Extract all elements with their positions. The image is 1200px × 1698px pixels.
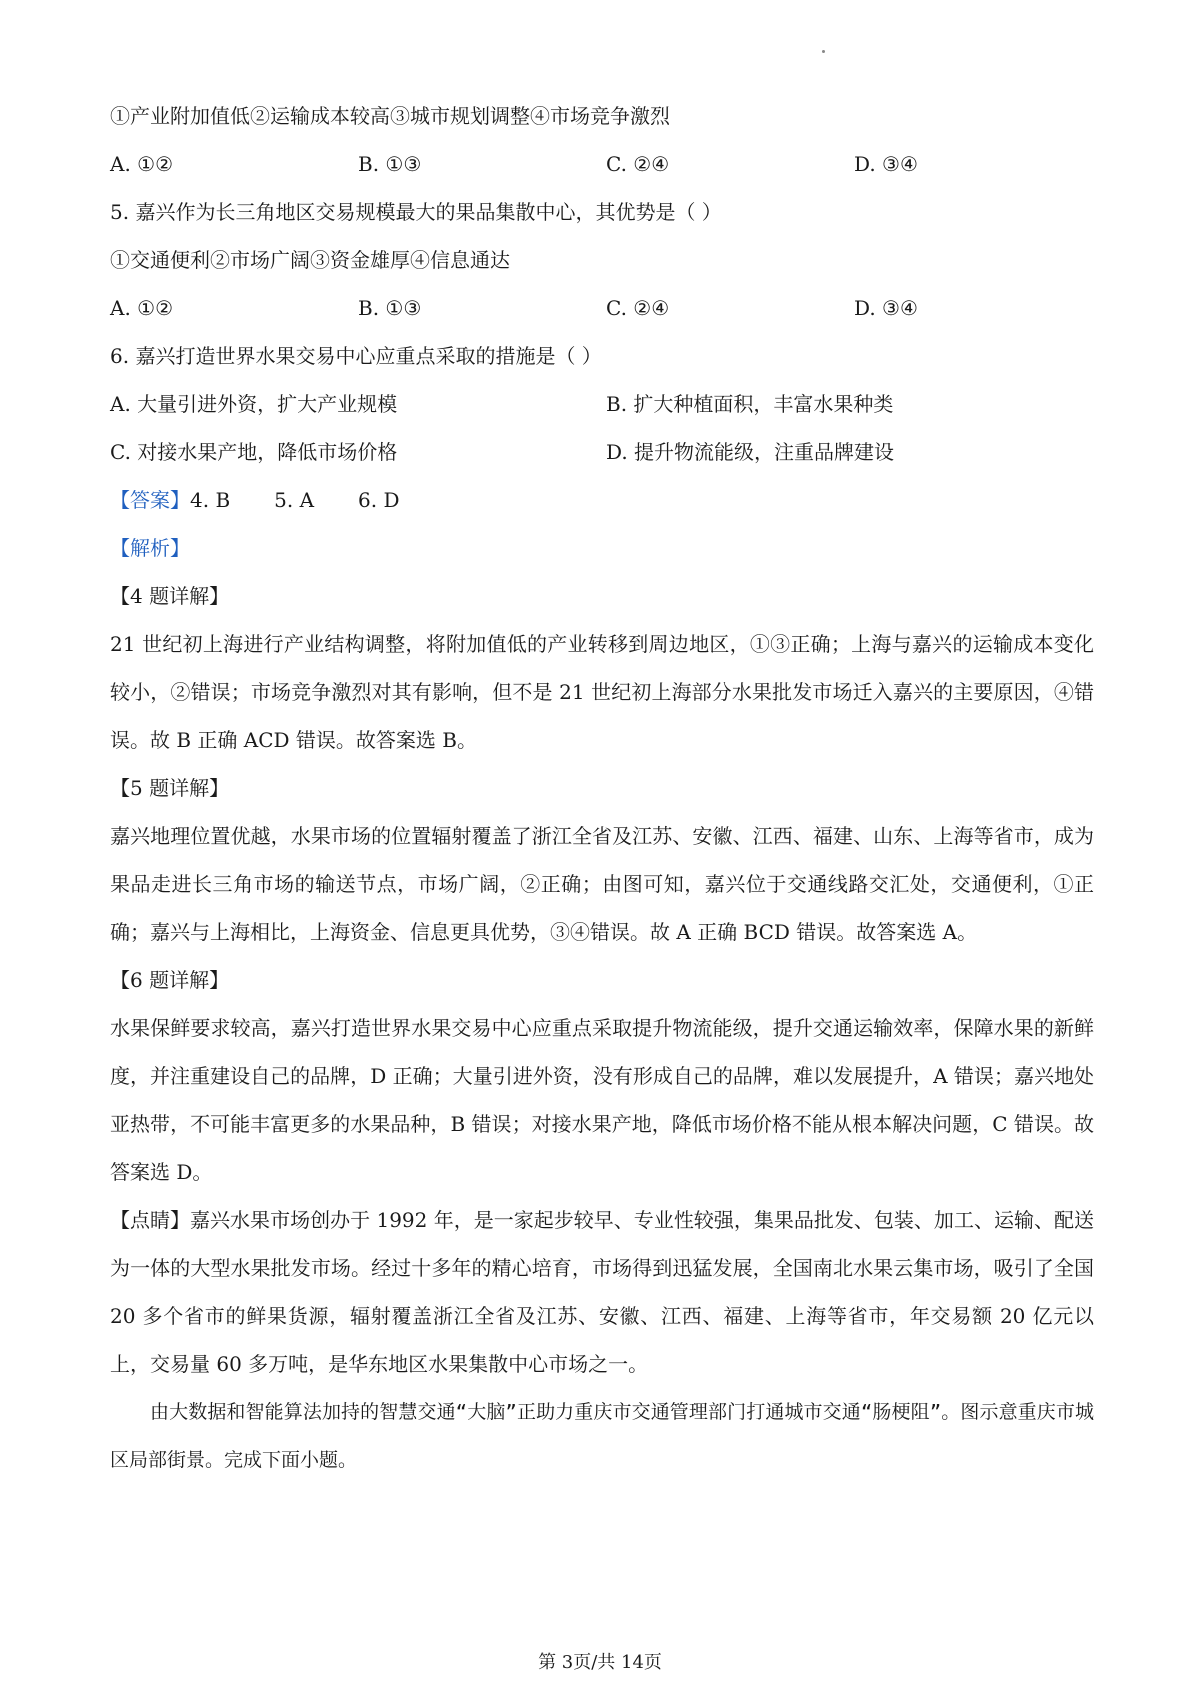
q4-option-a: A. ①② bbox=[110, 152, 174, 176]
q5-choices: ①交通便利②市场广阔③资金雄厚④信息通达 bbox=[110, 248, 510, 272]
q6-option-b: B. 扩大种植面积，丰富水果种类 bbox=[606, 392, 894, 416]
analysis-tag: 【解析】 bbox=[110, 536, 190, 560]
tip-text: 【点睛】嘉兴水果市场创办于 1992 年，是一家起步较早、专业性较强，集果品批发、包装、加工、运输、配送为一体的大型水果批发市场。经过十多年的精心培育，市场得到迅猛发展，全国南北水果云集市场，吸引了全国 20 多个省市的鲜果货源，辐射覆盖浙江全省及江苏、安徽、江西、福建、上海等省市，年交易额 20 亿元以上，交易量 60 多万吨，是华东地区水果集散中心市场之一。 bbox=[110, 1208, 1094, 1376]
answer-5: 5. A bbox=[274, 488, 315, 512]
q4-option-d: D. ③④ bbox=[854, 152, 918, 176]
q5-stem: 5. 嘉兴作为长三角地区交易规模最大的果品集散中心，其优势是（ ） bbox=[110, 200, 722, 224]
q6-option-c: C. 对接水果产地，降低市场价格 bbox=[110, 440, 398, 464]
detail4-text: 21 世纪初上海进行产业结构调整，将附加值低的产业转移到周边地区，①③正确；上海与嘉兴的运输成本变化较小，②错误；市场竞争激烈对其有影响，但不是 21 世纪初上海部分水果批发市场迁入嘉兴的主要原因，④错误。故 B 正确 ACD 错误。故答案选 B。 bbox=[110, 632, 1094, 752]
q5-option-d: D. ③④ bbox=[854, 296, 918, 320]
page-footer: 第 3页/共 14页 bbox=[538, 1652, 662, 1673]
answer-6: 6. D bbox=[358, 488, 400, 512]
detail6-title: 【6 题详解】 bbox=[110, 968, 230, 992]
q4-option-c: C. ②④ bbox=[606, 152, 670, 176]
q6-option-d: D. 提升物流能级，注重品牌建设 bbox=[606, 440, 895, 464]
q5-option-a: A. ①② bbox=[110, 296, 174, 320]
q4-option-b: B. ①③ bbox=[358, 152, 422, 176]
q4-choices: ①产业附加值低②运输成本较高③城市规划调整④市场竞争激烈 bbox=[110, 104, 670, 128]
q5-option-c: C. ②④ bbox=[606, 296, 670, 320]
detail4-title: 【4 题详解】 bbox=[110, 584, 230, 608]
answer-tag: 【答案】 bbox=[110, 488, 190, 512]
scan-dot bbox=[822, 50, 825, 53]
detail5-title: 【5 题详解】 bbox=[110, 776, 230, 800]
q6-stem: 6. 嘉兴打造世界水果交易中心应重点采取的措施是（ ） bbox=[110, 344, 602, 368]
q6-option-a: A. 大量引进外资，扩大产业规模 bbox=[110, 392, 398, 416]
q5-option-b: B. ①③ bbox=[358, 296, 422, 320]
detail5-text: 嘉兴地理位置优越，水果市场的位置辐射覆盖了浙江全省及江苏、安徽、江西、福建、山东、上海等省市，成为果品走进长三角市场的输送节点，市场广阔，②正确；由图可知，嘉兴位于交通线路交汇处，交通便利，①正确；嘉兴与上海相比，上海资金、信息更具优势，③④错误。故 A 正确 BCD 错误。故答案选 A。 bbox=[110, 824, 1094, 944]
detail6-text: 水果保鲜要求较高，嘉兴打造世界水果交易中心应重点采取提升物流能级，提升交通运输效率，保障水果的新鲜度，并注重建设自己的品牌，D 正确；大量引进外资，没有形成自己的品牌，难以发展提升，A 错误；嘉兴地处亚热带，不可能丰富更多的水果品种，B 错误；对接水果产地，降低市场价格不能从根本解决问题，C 错误。故答案选 D。 bbox=[110, 1016, 1094, 1184]
answer-4: 4. B bbox=[190, 488, 231, 512]
section-intro: 由大数据和智能算法加持的智慧交通“大脑”正助力重庆市交通管理部门打通城市交通“肠梗阻”。图示意重庆市城区局部街景。完成下面小题。 bbox=[110, 1401, 1094, 1471]
answer-line bbox=[110, 486, 400, 514]
